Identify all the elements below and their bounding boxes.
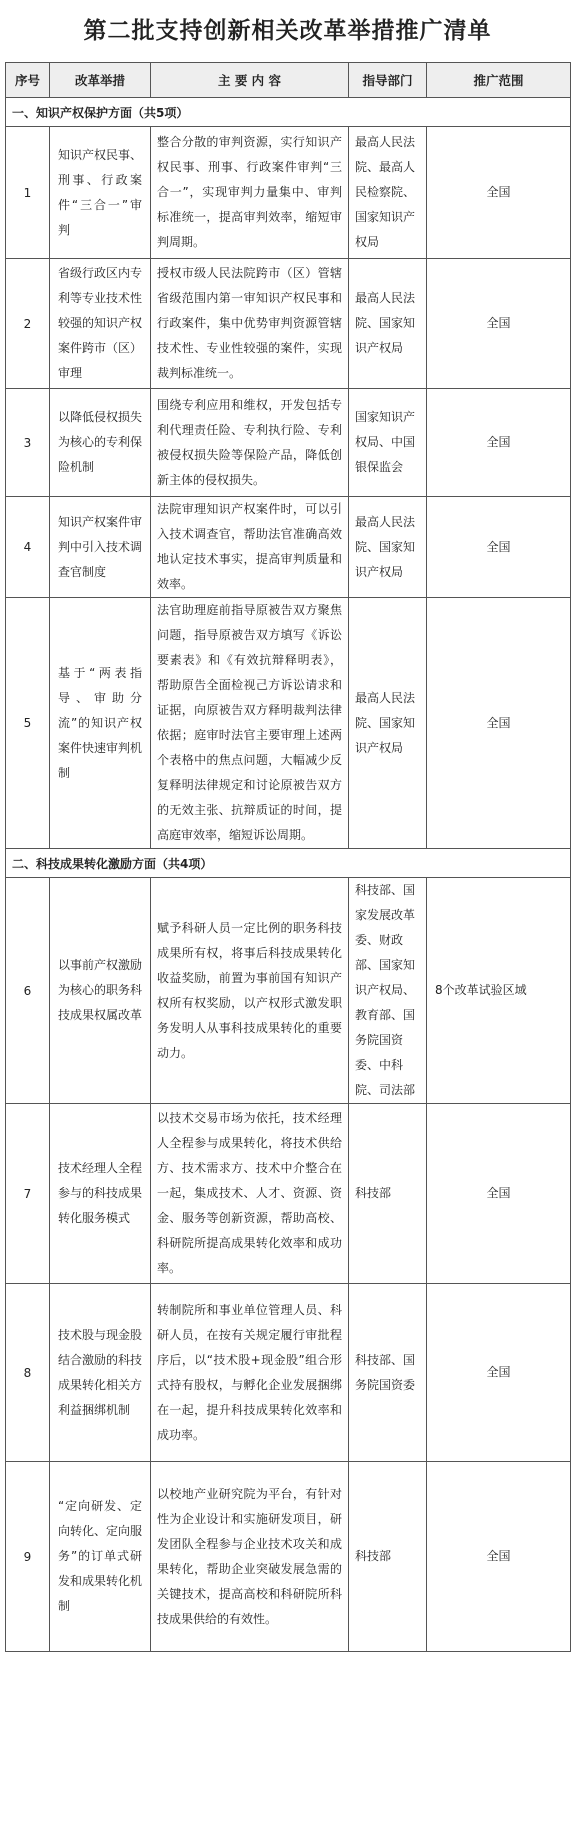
table-row (6, 389, 571, 497)
row-department: 科技部、国务院国资委 (349, 1284, 427, 1462)
row-department: 最高人民法院、国家知识产权局 (349, 259, 427, 389)
row-scope: 全国 (427, 1104, 571, 1284)
reform-measures-table (5, 62, 571, 1652)
row-department: 最高人民法院、最高人民检察院、国家知识产权局 (349, 127, 427, 259)
row-number: 9 (6, 1462, 50, 1652)
row-measure: 以降低侵权损失为核心的专利保险机制 (50, 389, 151, 497)
row-measure: 以事前产权激励为核心的职务科技成果权属改革 (50, 878, 151, 1104)
table-row (6, 1462, 571, 1652)
header-reform-measure: 改革举措 (50, 63, 151, 98)
row-scope: 全国 (427, 127, 571, 259)
row-scope: 全国 (427, 259, 571, 389)
row-scope: 全国 (427, 497, 571, 598)
table-row (6, 1284, 571, 1462)
table-row (6, 598, 571, 849)
row-scope: 全国 (427, 389, 571, 497)
row-content: 以校地产业研究院为平台，有针对性为企业设计和实施研发项目，研发团队全程参与企业技术攻关和成果转化，帮助企业突破发展急需的关键技术，提高高校和科研院所科技成果供给的有效性。 (151, 1462, 349, 1652)
table-row (6, 259, 571, 389)
row-content: 围绕专利应用和维权，开发包括专利代理责任险、专利执行险、专利被侵权损失险等保险产品，降低创新主体的侵权损失。 (151, 389, 349, 497)
row-measure: 知识产权案件审判中引入技术调查官制度 (50, 497, 151, 598)
row-number: 7 (6, 1104, 50, 1284)
row-scope: 全国 (427, 1284, 571, 1462)
page-title: 第二批支持创新相关改革举措推广清单 (83, 18, 492, 44)
row-department: 国家知识产权局、中国银保监会 (349, 389, 427, 497)
row-measure: 技术经理人全程参与的科技成果转化服务模式 (50, 1104, 151, 1284)
header-promotion-scope: 推广范围 (427, 63, 571, 98)
row-number: 1 (6, 127, 50, 259)
row-content: 法官助理庭前指导原被告双方聚焦问题，指导原被告双方填写《诉讼要素表》和《有效抗辩释明表》，帮助原告全面检视己方诉讼请求和证据，向原被告双方释明裁判法律依据；庭审时法官主要审理上述两个表格中的焦点问题，大幅减少反复释明法律规定和讨论原被告双方的无效主张、抗辩质证的时间，提高庭审效率，缩短诉讼周期。 (151, 598, 349, 849)
row-number: 8 (6, 1284, 50, 1462)
row-number: 6 (6, 878, 50, 1104)
row-number: 2 (6, 259, 50, 389)
section-row (6, 98, 571, 127)
row-scope: 全国 (427, 1462, 571, 1652)
row-department: 最高人民法院、国家知识产权局 (349, 497, 427, 598)
row-content: 整合分散的审判资源，实行知识产权民事、刑事、行政案件审判“三合一”，实现审判力量集中、审判标准统一，提高审判效率，缩短审判周期。 (151, 127, 349, 259)
row-department: 科技部 (349, 1462, 427, 1652)
row-content: 转制院所和事业单位管理人员、科研人员，在按有关规定履行审批程序后，以“技术股+现金股”组合形式持有股权，与孵化企业发展捆绑在一起，提升科技成果转化效率和成功率。 (151, 1284, 349, 1462)
header-guiding-department: 指导部门 (349, 63, 427, 98)
table-row (6, 127, 571, 259)
row-scope: 全国 (427, 598, 571, 849)
row-measure: “定向研发、定向转化、定向服务”的订单式研发和成果转化机制 (50, 1462, 151, 1652)
row-content: 法院审理知识产权案件时，可以引入技术调查官，帮助法官准确高效地认定技术事实，提高审判质量和效率。 (151, 497, 349, 598)
row-measure: 省级行政区内专利等专业技术性较强的知识产权案件跨市（区）审理 (50, 259, 151, 389)
table-row (6, 878, 571, 1104)
row-department: 科技部、国家发展改革委、财政部、国家知识产权局、教育部、国务院国资委、中科院、司法部 (349, 878, 427, 1104)
row-number: 5 (6, 598, 50, 849)
row-content: 以技术交易市场为依托，技术经理人全程参与成果转化，将技术供给方、技术需求方、技术中介整合在一起，集成技术、人才、资源、资金、服务等创新资源，帮助高校、科研院所提高成果转化效率和成功率。 (151, 1104, 349, 1284)
row-content: 赋予科研人员一定比例的职务科技成果所有权，将事后科技成果转化收益奖励，前置为事前国有知识产权所有权奖励，以产权形式激发职务发明人从事科技成果转化的重要动力。 (151, 878, 349, 1104)
table-row (6, 497, 571, 598)
table-row (6, 1104, 571, 1284)
section-label: 一、知识产权保护方面（共5项） (6, 98, 571, 127)
row-content: 授权市级人民法院跨市（区）管辖省级范围内第一审知识产权民事和行政案件，集中优势审判资源管辖技术性、专业性较强的案件，实现裁判标准统一。 (151, 259, 349, 389)
header-main-content: 主 要 内 容 (151, 63, 349, 98)
row-scope: 8个改革试验区域 (427, 878, 571, 1104)
row-department: 科技部 (349, 1104, 427, 1284)
row-department: 最高人民法院、国家知识产权局 (349, 598, 427, 849)
row-number: 4 (6, 497, 50, 598)
row-measure: 知识产权民事、刑事、行政案件“三合一”审判 (50, 127, 151, 259)
row-number: 3 (6, 389, 50, 497)
section-label: 二、科技成果转化激励方面（共4项） (6, 849, 571, 878)
row-measure: 技术股与现金股结合激励的科技成果转化相关方利益捆绑机制 (50, 1284, 151, 1462)
header-serial-number: 序号 (6, 63, 50, 98)
section-row (6, 849, 571, 878)
row-measure: 基于“两表指导、审助分流”的知识产权案件快速审判机制 (50, 598, 151, 849)
table-header-row (6, 63, 571, 98)
